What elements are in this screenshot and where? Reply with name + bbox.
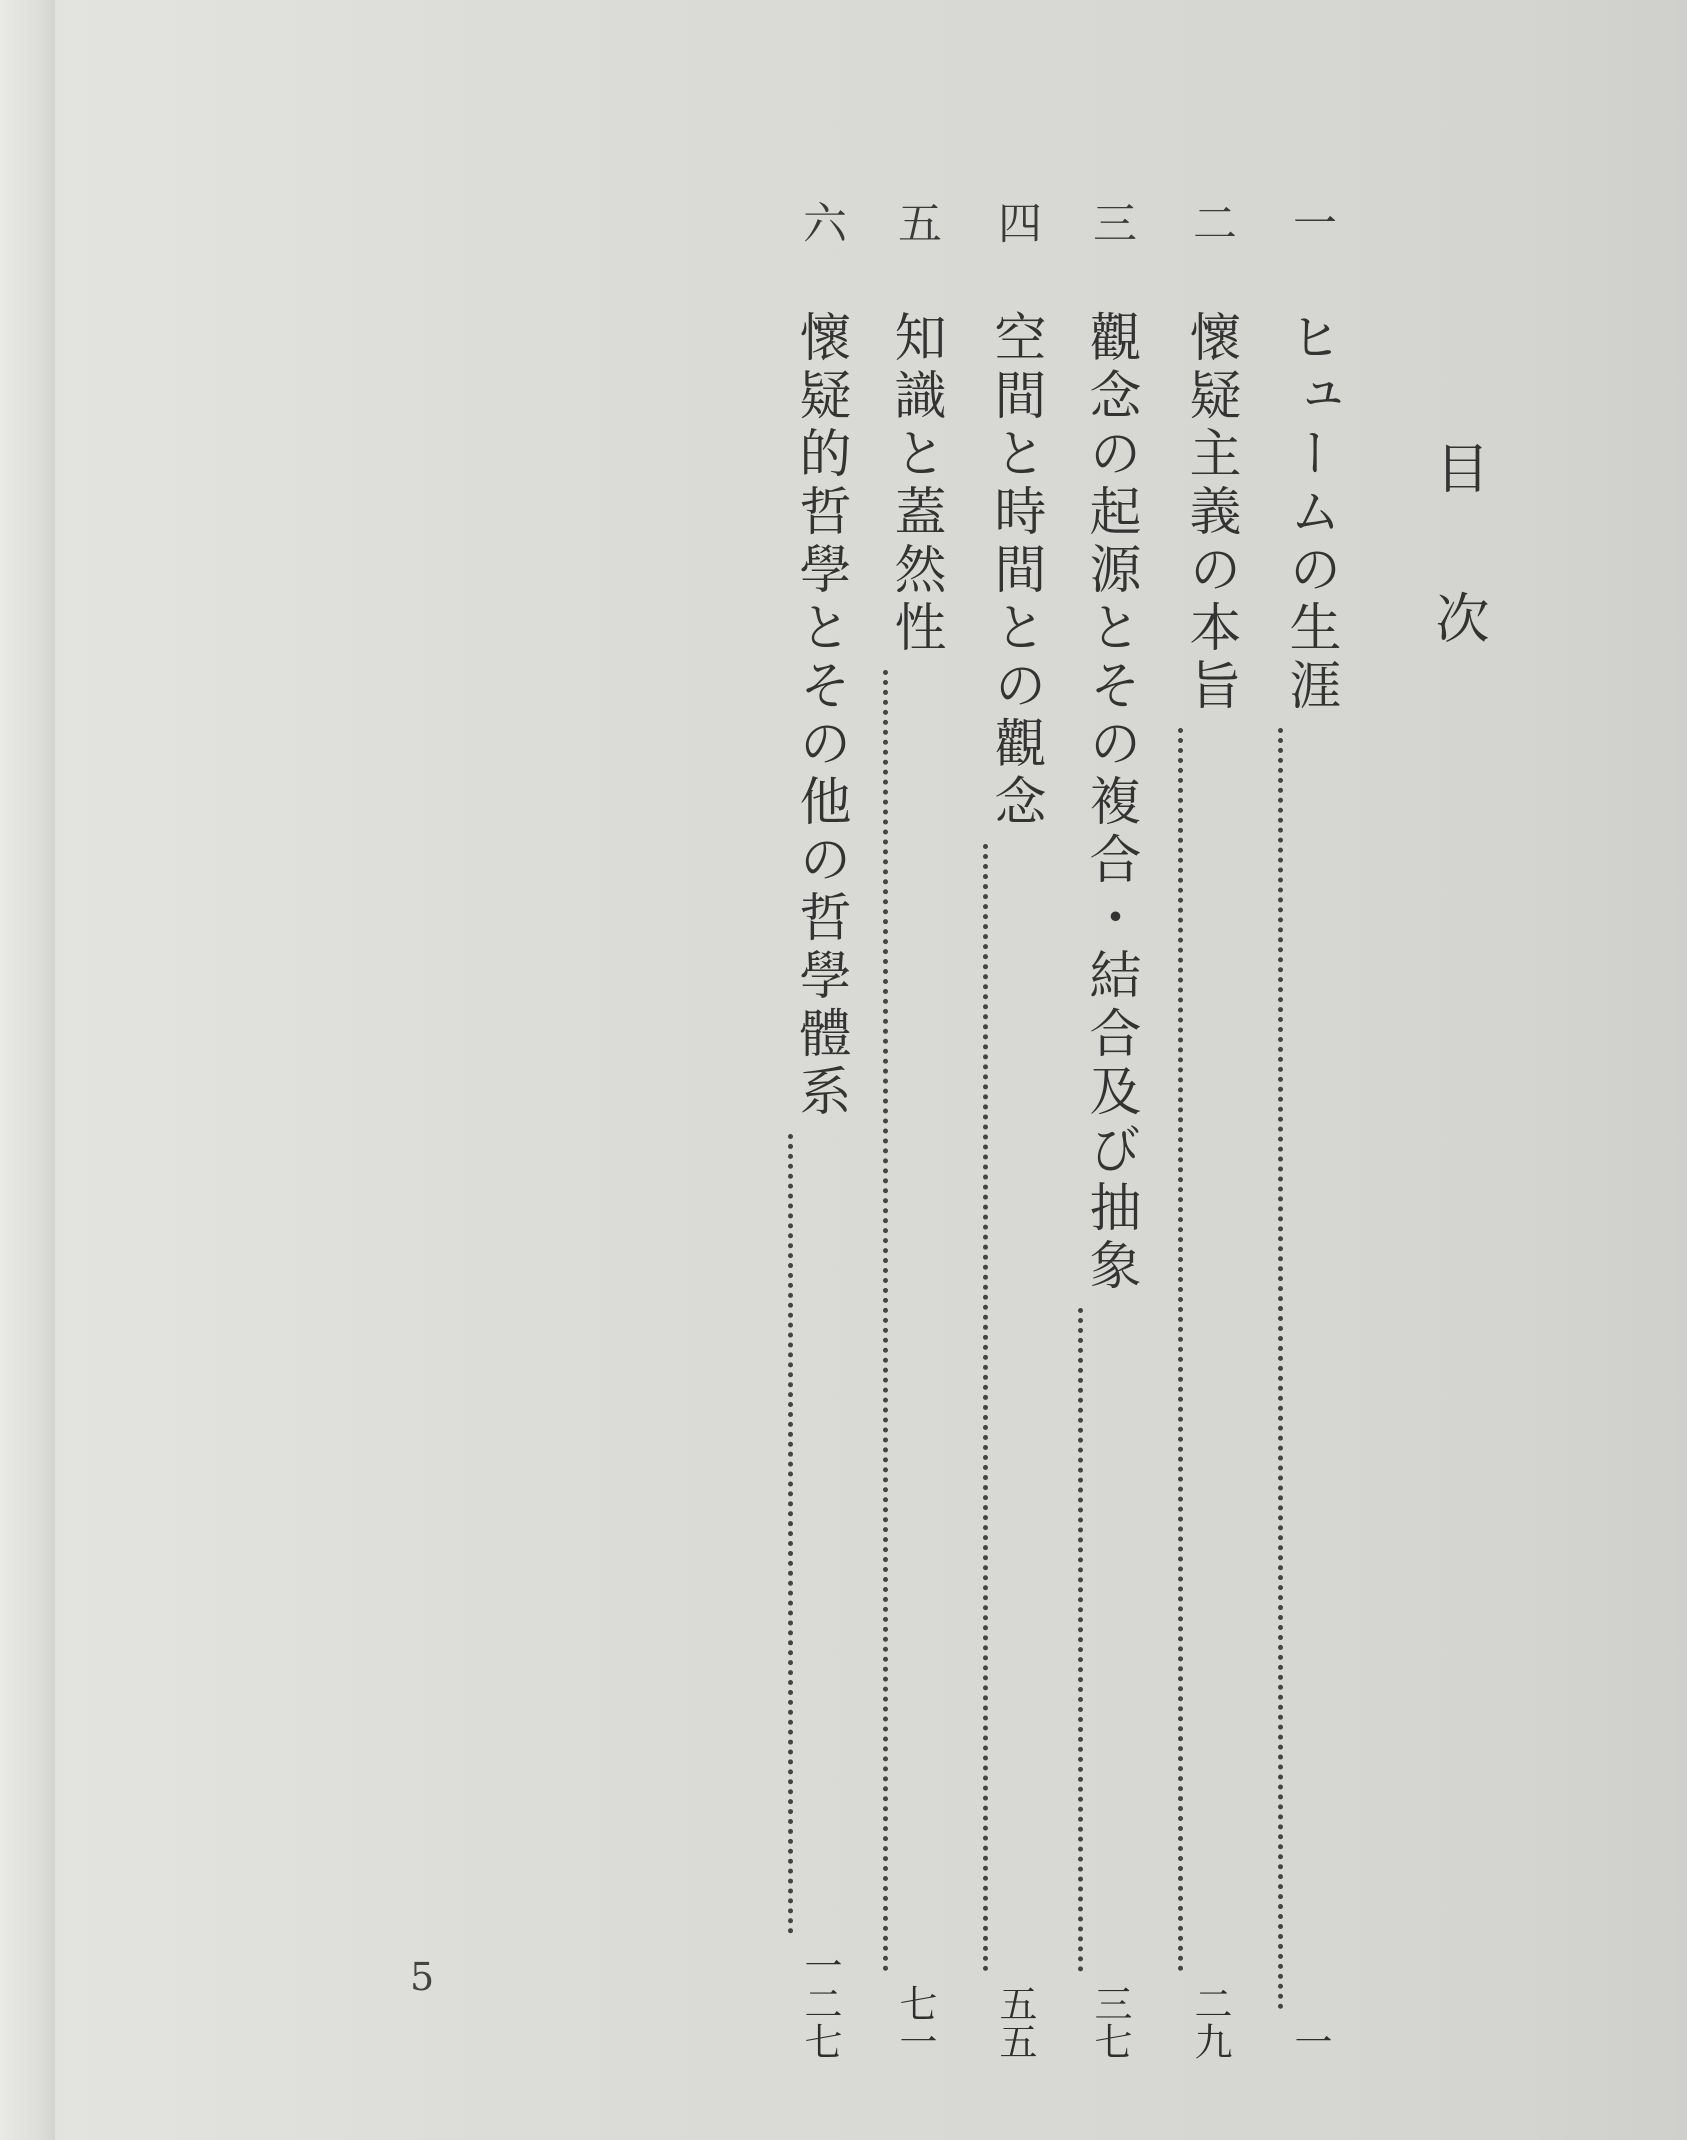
page-number: 5: [410, 1955, 435, 1999]
toc-entry-5: [880, 200, 950, 2060]
toc-title: 目次: [1427, 440, 1490, 740]
entry-title: 知識と蓋然性: [885, 310, 945, 658]
entry-page: 二九: [1188, 1984, 1232, 2060]
entry-number: 二: [1185, 200, 1236, 244]
dot-leader: [1078, 1308, 1083, 1972]
dot-leader: [883, 670, 888, 1972]
entry-number: 六: [795, 200, 846, 244]
dot-leader: [983, 844, 988, 1972]
toc-entry-4: [980, 200, 1050, 2060]
dot-leader: [1178, 728, 1183, 1972]
toc-entry-3: [1075, 200, 1145, 2060]
toc-entry-2: [1175, 200, 1245, 2060]
entry-title: 懷疑主義の本旨: [1180, 310, 1240, 716]
entry-number: 四: [990, 200, 1041, 244]
entry-title: ヒュームの生涯: [1280, 310, 1340, 716]
entry-number: 五: [890, 200, 941, 244]
dot-leader: [788, 1134, 793, 1934]
dot-leader: [1278, 728, 1283, 2010]
toc-entry-1: [1275, 200, 1345, 2060]
entry-page: 一二七: [798, 1946, 842, 2060]
page-edge: [0, 0, 55, 2140]
toc-entry-6: [785, 200, 855, 2060]
entry-page: 五五: [993, 1984, 1037, 2060]
entry-page: 一: [1288, 2022, 1332, 2060]
entry-title: 觀念の起源とその複合・結合及び抽象: [1080, 310, 1140, 1296]
entry-number: 三: [1085, 200, 1136, 244]
entry-title: 空間と時間との觀念: [985, 310, 1045, 832]
entry-page: 七一: [893, 1984, 937, 2060]
entry-number: 一: [1285, 200, 1336, 244]
entry-page: 三七: [1088, 1984, 1132, 2060]
entry-title: 懷疑的哲學とその他の哲學體系: [790, 310, 850, 1122]
